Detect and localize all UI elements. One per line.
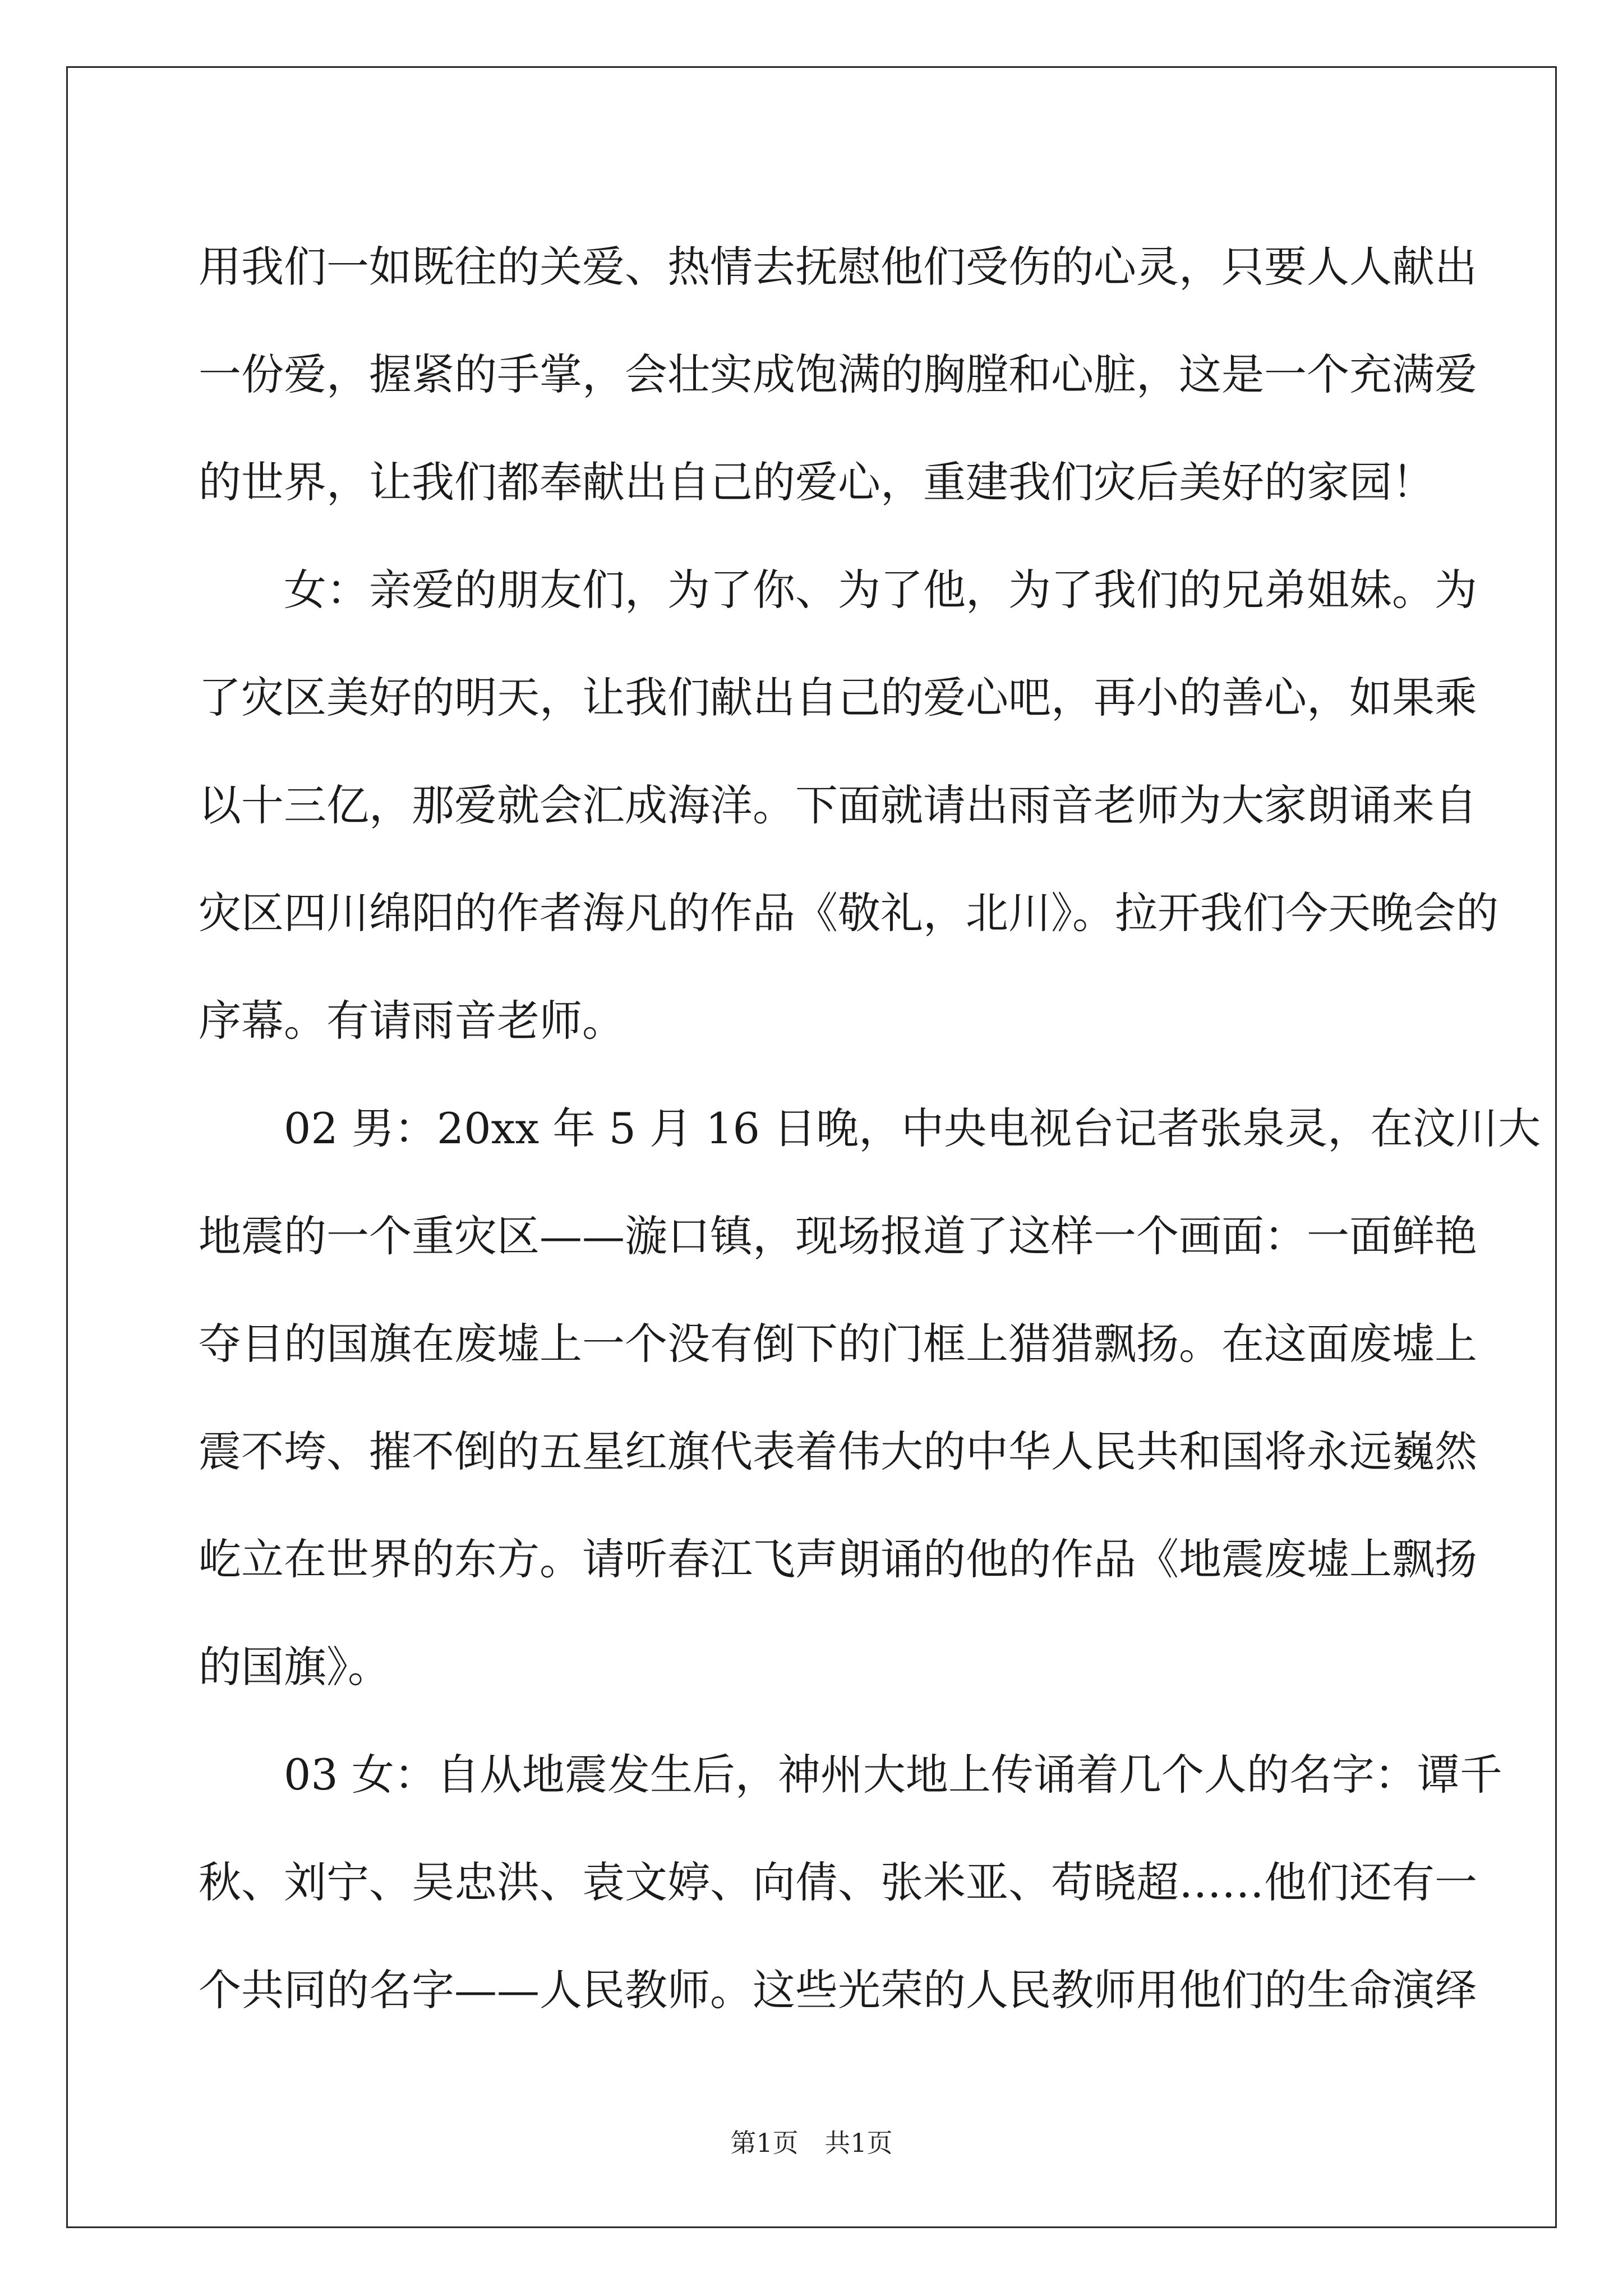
text-line: 的国旗》。 xyxy=(199,1642,390,1692)
text-line: 秋、刘宁、吴忠洪、袁文婷、向倩、张米亚、苟晓超……他们还有一 xyxy=(199,1857,1477,1907)
text-line: 了灾区美好的明天，让我们献出自己的爱心吧，再小的善心，如果乘 xyxy=(199,673,1477,723)
text-line: 序幕。有请雨音老师。 xyxy=(199,996,625,1046)
page-footer xyxy=(0,2126,1623,2160)
text-line: 的世界，让我们都奉献出自己的爱心，重建我们灾后美好的家园！ xyxy=(199,457,1435,507)
text-line: 灾区四川绵阳的作者海凡的作品《敬礼，北川》。拉开我们今天晚会的 xyxy=(199,888,1498,938)
text-line: 02 男：20xx 年 5 月 16 日晚，中央电视台记者张泉灵，在汶川大 xyxy=(284,1103,1541,1153)
text-line: 地震的一个重灾区——漩口镇，现场报道了这样一个画面：一面鲜艳 xyxy=(199,1211,1477,1261)
text-line: 屹立在世界的东方。请听春江飞声朗诵的他的作品《地震废墟上飘扬 xyxy=(199,1534,1477,1584)
page-total: 共1页 xyxy=(824,2128,893,2158)
text-line: 个共同的名字——人民教师。这些光荣的人民教师用他们的生命演绎 xyxy=(199,1965,1477,2015)
text-line: 夺目的国旗在废墟上一个没有倒下的门框上猎猎飘扬。在这面废墟上 xyxy=(199,1319,1477,1369)
text-line: 女：亲爱的朋友们，为了你、为了他，为了我们的兄弟姐妹。为 xyxy=(284,565,1477,615)
text-line: 一份爱，握紧的手掌，会壮实成饱满的胸膛和心脏，这是一个充满爱 xyxy=(199,349,1477,399)
text-line: 以十三亿，那爱就会汇成海洋。下面就请出雨音老师为大家朗诵来自 xyxy=(199,780,1477,830)
text-line: 03 女：自从地震发生后，神州大地上传诵着几个人的名字：谭千 xyxy=(284,1750,1502,1800)
document-body xyxy=(199,213,1541,2044)
text-line: 震不垮、摧不倒的五星红旗代表着伟大的中华人民共和国将永远巍然 xyxy=(199,1427,1477,1476)
page-number: 第1页 xyxy=(730,2128,799,2158)
text-line: 用我们一如既往的关爱、热情去抚慰他们受伤的心灵，只要人人献出 xyxy=(199,242,1477,292)
